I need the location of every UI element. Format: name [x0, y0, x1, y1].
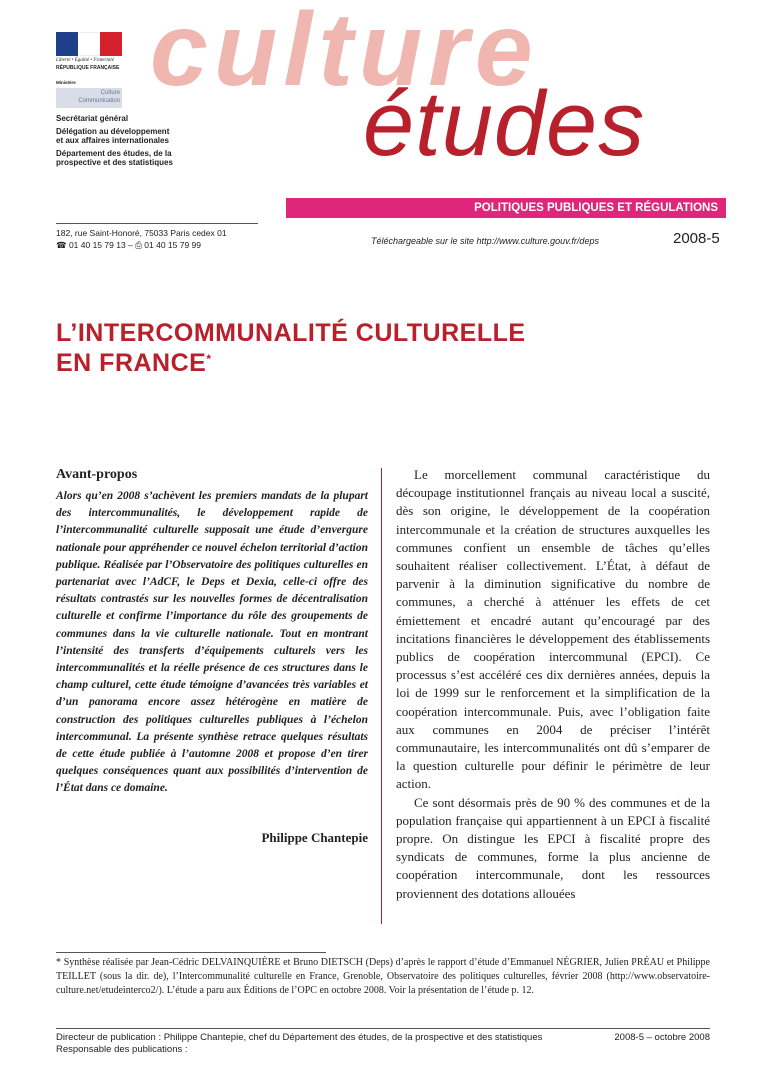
- french-flag-icon: [56, 32, 122, 56]
- logo-culture-box: [56, 88, 122, 108]
- issue-date: 2008-5 – octobre 2008: [614, 1032, 710, 1043]
- avant-propos-author: Philippe Chantepie: [261, 830, 368, 845]
- section-banner: POLITIQUES PUBLIQUES ET RÉGULATIONS: [286, 198, 726, 218]
- title-line-2: EN FRANCE: [56, 349, 207, 377]
- org-line-delegation: Délégation au développement et aux affaires internationales: [56, 126, 170, 145]
- download-note: Téléchargeable sur le site http://www.culture.gouv.fr/deps: [371, 236, 599, 246]
- masthead-etudes: études: [363, 73, 646, 175]
- issue-number: 2008-5: [673, 230, 720, 247]
- avant-propos-text: Alors qu’en 2008 s’achèvent les premiers mandats de la plupart des intercommunalités, le développement rapide de l’intercommunalité culturelle supposait une étude d’envergure nationale pour appréhender ce nouvel échelon territorial d’action publique. Réalisée par l’Observatoire des politiques culturelles en partenariat avec l’AdCF, le Deps et Dexia, celle-ci offre des résultats contrastés sur les nouvelles formes de décentralisation culturelle et confirme l’importance du rôle des groupements de communes dans la vie culturelle nationale. Tout en montrant l’intensité des transferts d’équipements culturels vers les intercommunalités et la réelle présence de ces structures dans le champ culturel, cette étude témoigne d’avancées très variables et d’un panorama encore assez hétérogène en matière de construction des politiques culturelles publiques à l’échelon intercommunal. La présente synthèse retrace quelques résultats de cette étude publiée à l’automne 2008 et propose d’en tirer quelques conséquences quant aux possibilités d’intervention de l’État dans ce domaine.: [56, 490, 368, 795]
- contact-block: [56, 227, 227, 251]
- logo-culture: Culture: [100, 90, 120, 96]
- body-text: [396, 466, 710, 903]
- masthead-culture: culture: [150, 0, 539, 108]
- body-paragraph-2: Ce sont désormais près de 90 % des communes et de la population française qui appartiennent à un EPCI à fiscalité propre. On distingue les EPCI à fiscalité propre des syndicats de communes, forme la plus ancienne de coopération intercommunale, dont les ressources proviennent des dotations allouées: [396, 794, 710, 901]
- logo-ministry: Ministère: [56, 80, 76, 85]
- org-line-departement: Département des études, de la prospective et des statistiques: [56, 148, 173, 167]
- column-divider: [381, 468, 382, 924]
- footer-divider: [56, 1028, 710, 1029]
- divider: [56, 223, 258, 224]
- organization-block: [56, 114, 176, 171]
- phone-fax: ☎ 01 40 15 79 13 – ⎙ 01 40 15 79 99: [56, 240, 201, 250]
- logo-motto: Liberté • Égalité • Fraternité: [56, 58, 114, 63]
- footnote: * Synthèse réalisée par Jean-Cédric DELVAINQUIÈRE et Bruno DIETSCH (Deps) d’après le rapport d’étude d’Emmanuel NÉGRIER, Julien PRÉAU et Philippe TEILLET (sous la dir. de), l’Intercommunalité culturelle en France, Grenoble, Observatoire des politiques culturelles, février 2008 (http://www.observatoire-culture.net/etudeinterco2/). L’étude a paru aux Éditions de l’OPC en octobre 2008. Voir la présentation de l’étude p. 12.: [56, 957, 710, 996]
- logo-republic: RÉPUBLIQUE FRANÇAISE: [56, 65, 120, 71]
- page-title: [56, 318, 526, 378]
- logo-communication: Communication: [78, 98, 120, 104]
- title-footnote-marker: *: [206, 352, 212, 366]
- address: 182, rue Saint-Honoré, 75033 Paris cedex 01: [56, 228, 227, 238]
- title-line-1: L’INTERCOMMUNALITÉ CULTURELLE: [56, 319, 526, 347]
- publisher-info: [56, 1032, 542, 1056]
- publisher-director: Directeur de publication : Philippe Chantepie, chef du Département des études, de la prospective et des statistiques: [56, 1032, 543, 1043]
- body-paragraph-1: Le morcellement communal caractéristique du découpage institutionnel français au niveau local a suscité, dès son origine, le développement de la coopération intercommunale et la création de structures auxquelles les communes confient un ensemble de tâches qu’elles souhaitent réaliser collectivement. L’État, à défaut de parvenir à la diminution significative du nombre de communes, a cherché à atténuer les effets de cet émiettement et encadré autant qu’encouragé par des incitations financières le développement des établissements publics de coopération intercommunal (EPCI). Ce processus s’est accéléré ces dix dernières années, depuis la loi de 1999 sur le renforcement et la simplification de la coopération intercommunale. Puis, avec l’obligation faite aux communes en 2004 de préciser l’intérêt communautaire, les intercommunalités ont dû s’emparer de la question culturelle pour définir le périmètre de leur action.: [396, 467, 710, 792]
- publisher-responsible: Responsable des publications :: [56, 1044, 188, 1055]
- footnote-divider: [56, 952, 326, 953]
- avant-propos-heading: Avant-propos: [56, 467, 138, 482]
- org-line-secretariat: Secrétariat général: [56, 114, 129, 123]
- ministry-logo: [56, 32, 122, 108]
